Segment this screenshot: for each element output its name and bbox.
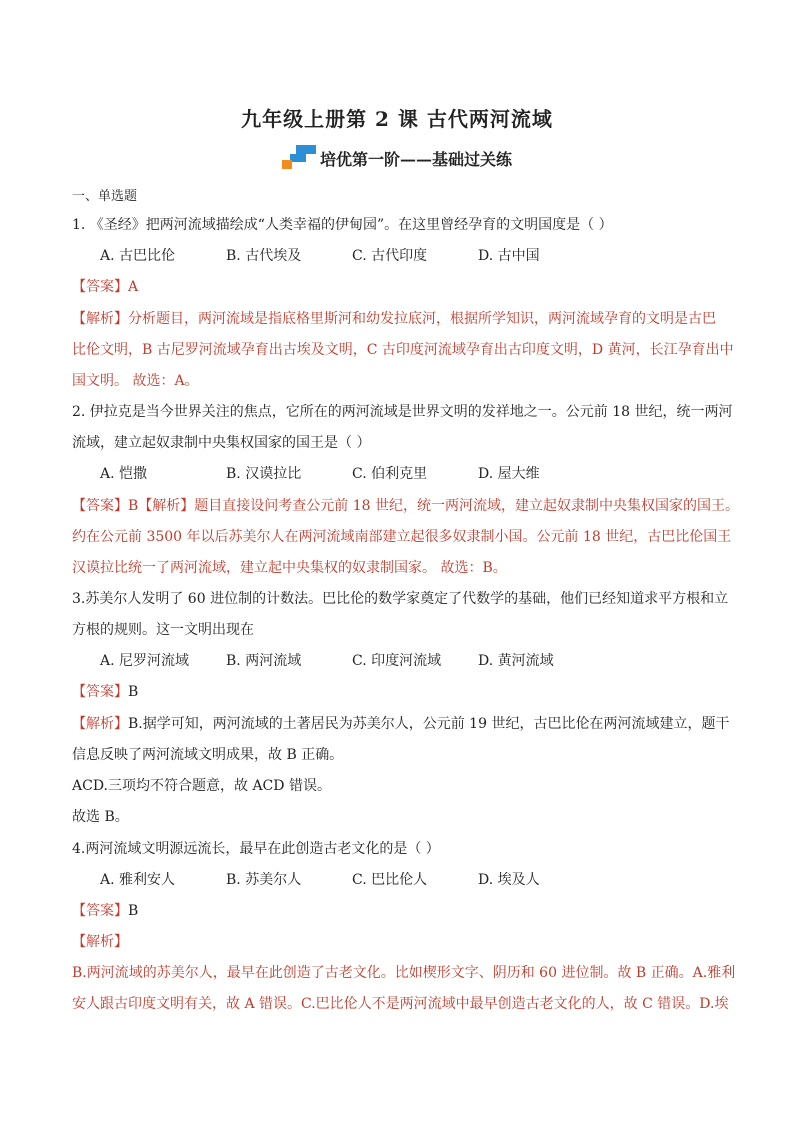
- question-4-answer: 【答案】B: [72, 903, 139, 919]
- question-4-analysis-line: B.两河流域的苏美尔人，最早在此创造了古老文化。比如楔形文字、阴历和 60 进位制。故 B 正确。A.雅利: [72, 965, 736, 981]
- question-2-analysis-line: 汉谟拉比统一了两河流域，建立起中央集权的奴隶制国家。 故选：B。: [72, 560, 507, 576]
- option-d: D. 埃及人: [478, 872, 540, 888]
- question-1-stem: 1. 《圣经》把两河流域描绘成“人类幸福的伊甸园”。在这里曾经孕育的文明国度是（ ）: [72, 217, 613, 233]
- option-a: A. 雅利安人: [100, 872, 176, 888]
- question-2-answer: 【答案】B【解析】题目直接设问考查公元前 18 世纪，统一两河流域，建立起奴隶制中央集权国家的国王。: [72, 498, 740, 514]
- option-d: D. 黄河流域: [478, 653, 554, 669]
- section-heading: 一、单选题: [72, 189, 138, 204]
- question-3-stem: 3.苏美尔人发明了 60 进位制的计数法。巴比伦的数学家奠定了代数学的基础，他们已经知道求平方根和立: [72, 591, 729, 607]
- option-b: B. 两河流域: [226, 653, 302, 669]
- question-1-analysis-line: 【解析】分析题目，两河流域是指底格里斯河和幼发拉底河，根据所学知识，两河流域孕育的文明是古巴: [72, 311, 716, 327]
- option-c: C. 古代印度: [352, 248, 428, 264]
- question-3-analysis-line: 信息反映了两河流域文明成果，故 B 正确。: [72, 747, 344, 763]
- question-3-answer: 【答案】B: [72, 684, 139, 700]
- question-4-analysis-line: 安人跟古印度文明有关，故 A 错误。C.巴比伦人不是两河流域中最早创造古老文化的人，故 C 错误。D.埃: [72, 996, 729, 1012]
- option-c: C. 巴比伦人: [352, 872, 428, 888]
- option-d: D. 古中国: [478, 248, 540, 264]
- question-1-analysis-line: 比伦文明，B 古尼罗河流域孕育出古埃及文明，C 古印度河流域孕育出古印度文明，D 黄河，长江孕育出中: [72, 342, 734, 358]
- question-4-stem: 4.两河流域文明源远流长，最早在此创造古老文化的是（ ）: [72, 841, 440, 857]
- page-title: 九年级上册第 2 课 古代两河流域: [241, 107, 553, 131]
- option-b: B. 苏美尔人: [226, 872, 302, 888]
- option-a: A. 尼罗河流域: [100, 653, 190, 669]
- option-a: A. 恺撒: [100, 466, 148, 482]
- question-3-analysis-line: 故选 B。: [72, 809, 129, 825]
- question-1-analysis-line: 国文明。 故选：A。: [72, 373, 199, 389]
- question-2-stem: 流域，建立起奴隶制中央集权国家的国王是（ ）: [72, 435, 371, 451]
- question-3-analysis-line: ACD.三项均不符合题意，故 ACD 错误。: [72, 778, 331, 794]
- subtitle-text: 培优第一阶——基础过关练: [319, 150, 512, 169]
- question-4-analysis-label: 【解析】: [72, 934, 128, 950]
- option-c: C. 印度河流域: [352, 653, 442, 669]
- stairs-logo-icon: [282, 145, 316, 169]
- option-c: C. 伯利克里: [352, 466, 428, 482]
- question-2-stem: 2. 伊拉克是当今世界关注的焦点，它所在的两河流域是世界文明的发祥地之一。公元前 18 世纪，统一两河: [72, 404, 733, 420]
- option-a: A. 古巴比伦: [100, 248, 176, 264]
- option-b: B. 汉谟拉比: [226, 466, 302, 482]
- option-d: D. 屋大维: [478, 466, 540, 482]
- question-3-analysis-line: 【解析】B.据学可知，两河流域的土著居民为苏美尔人，公元前 19 世纪，古巴比伦在两河流域建立，题干: [72, 716, 730, 732]
- question-2-analysis-line: 约在公元前 3500 年以后苏美尔人在两河流域南部建立起很多奴隶制小国。公元前 18 世纪，古巴比伦国王: [72, 529, 732, 545]
- section-subtitle: [0, 145, 794, 170]
- question-1-answer: 【答案】A: [72, 279, 139, 295]
- question-3-stem: 方根的规则。这一文明出现在: [72, 622, 254, 638]
- option-b: B. 古代埃及: [226, 248, 302, 264]
